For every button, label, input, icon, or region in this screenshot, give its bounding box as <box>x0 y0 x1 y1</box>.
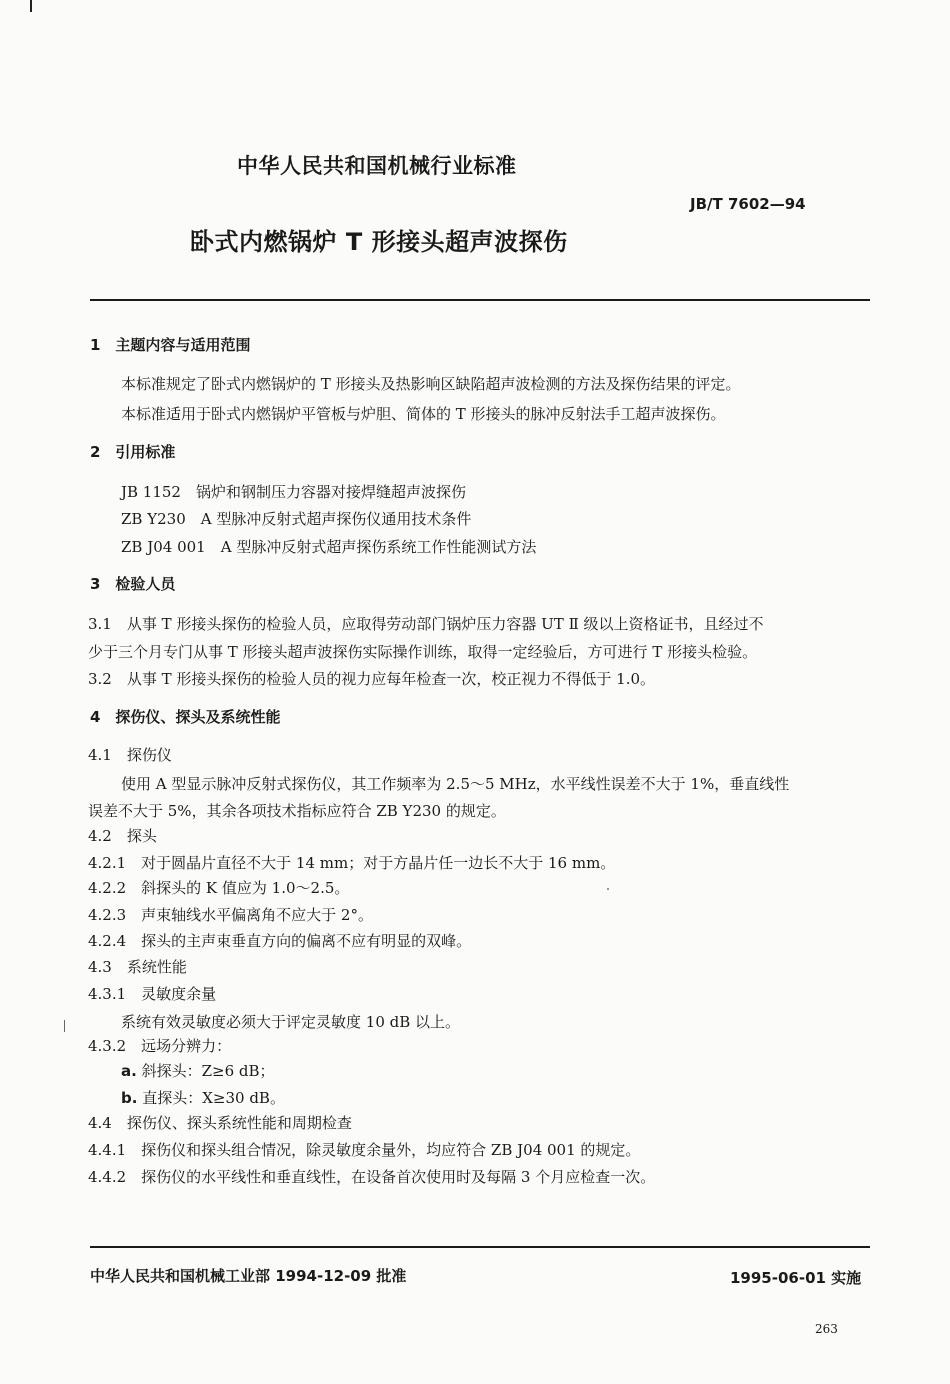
section-1-para-1: 本标准规定了卧式内燃锅炉的 T 形接头及热影响区缺陷超声波检测的方法及探伤结果的评定。 <box>121 375 741 393</box>
clause-3-2: 3.2 从事 T 形接头探伤的检验人员的视力应每年检查一次，校正视力不得低于 1.0。 <box>88 670 656 688</box>
section-3-heading: 3 检验人员 <box>90 575 176 593</box>
footer-rule <box>90 1246 870 1248</box>
list-label-a: a. <box>121 1062 137 1080</box>
clause-4-2-heading: 4.2 探头 <box>88 827 157 845</box>
scan-edge-mark <box>64 1020 65 1032</box>
clause-4-2-3: 4.2.3 声束轴线水平偏离角不应大于 2°。 <box>88 906 373 924</box>
list-text-a: 斜探头：Z≥6 dB； <box>141 1062 275 1080</box>
clause-4-1-line-1: 使用 A 型显示脉冲反射式探伤仪，其工作频率为 2.5～5 MHz，水平线性误差不大于 1%，垂直线性 <box>121 775 790 793</box>
reference-item: JB 1152 锅炉和钢制压力容器对接焊缝超声波探伤 <box>121 483 466 501</box>
section-4-heading: 4 探伤仪、探头及系统性能 <box>90 708 281 726</box>
page-number: 263 <box>815 1322 838 1336</box>
reference-item: ZB J04 001 A 型脉冲反射式超声探伤系统工作性能测试方法 <box>121 538 537 556</box>
clause-4-2-2: 4.2.2 斜探头的 K 值应为 1.0～2.5。 <box>88 879 350 897</box>
implementation-date: 1995-06-01 实施 <box>730 1269 862 1287</box>
list-label-b: b. <box>121 1089 138 1107</box>
list-text-b: 直探头：X≥30 dB。 <box>142 1089 285 1107</box>
clause-4-4-heading: 4.4 探伤仪、探头系统性能和周期检查 <box>88 1114 352 1132</box>
scan-dot-mark <box>607 888 609 890</box>
scan-corner-mark <box>30 0 32 12</box>
clause-4-3-heading: 4.3 系统性能 <box>88 958 187 976</box>
clause-3-1-line-2: 少于三个月专门从事 T 形接头超声波探伤实际操作训练，取得一定经验后，方可进行 T 形接头检验。 <box>88 643 758 661</box>
clause-3-1-line-1: 3.1 从事 T 形接头探伤的检验人员，应取得劳动部门锅炉压力容器 UT Ⅱ 级以上资格证书，且经过不 <box>88 615 764 633</box>
clause-4-3-1-heading: 4.3.1 灵敏度余量 <box>88 985 217 1003</box>
clause-4-2-1: 4.2.1 对于圆晶片直径不大于 14 mm；对于方晶片任一边长不大于 16 mm。 <box>88 854 616 872</box>
standard-number: JB/T 7602—94 <box>690 195 806 213</box>
header-rule <box>90 299 870 301</box>
clause-4-4-1: 4.4.1 探伤仪和探头组合情况，除灵敏度余量外，均应符合 ZB J04 001 的规定。 <box>88 1141 641 1159</box>
document-title: 卧式内燃锅炉 T 形接头超声波探伤 <box>190 228 568 256</box>
list-item-a <box>121 1060 275 1081</box>
clause-4-4-2: 4.4.2 探伤仪的水平线性和垂直线性，在设备首次使用时及每隔 3 个月应检查一次。 <box>88 1168 656 1186</box>
reference-item: ZB Y230 A 型脉冲反射式超声探伤仪通用技术条件 <box>121 510 472 528</box>
section-1-heading: 1 主题内容与适用范围 <box>90 336 251 354</box>
clause-4-1-line-2: 误差不大于 5%，其余各项技术指标应符合 ZB Y230 的规定。 <box>88 802 506 820</box>
clause-4-3-2-heading: 4.3.2 远场分辨力： <box>88 1037 232 1055</box>
section-1-para-2: 本标准适用于卧式内燃锅炉平管板与炉胆、简体的 T 形接头的脉冲反射法手工超声波探伤。 <box>121 405 726 423</box>
clause-4-2-4: 4.2.4 探头的主声束垂直方向的偏离不应有明显的双峰。 <box>88 932 472 950</box>
approval-line: 中华人民共和国机械工业部 1994-12-09 批准 <box>90 1267 407 1285</box>
section-2-heading: 2 引用标准 <box>90 443 176 461</box>
clause-4-1-heading: 4.1 探伤仪 <box>88 746 172 764</box>
clause-4-3-1-text: 系统有效灵敏度必须大于评定灵敏度 10 dB 以上。 <box>121 1013 461 1031</box>
list-item-b <box>121 1087 285 1108</box>
org-title: 中华人民共和国机械行业标准 <box>237 154 517 178</box>
